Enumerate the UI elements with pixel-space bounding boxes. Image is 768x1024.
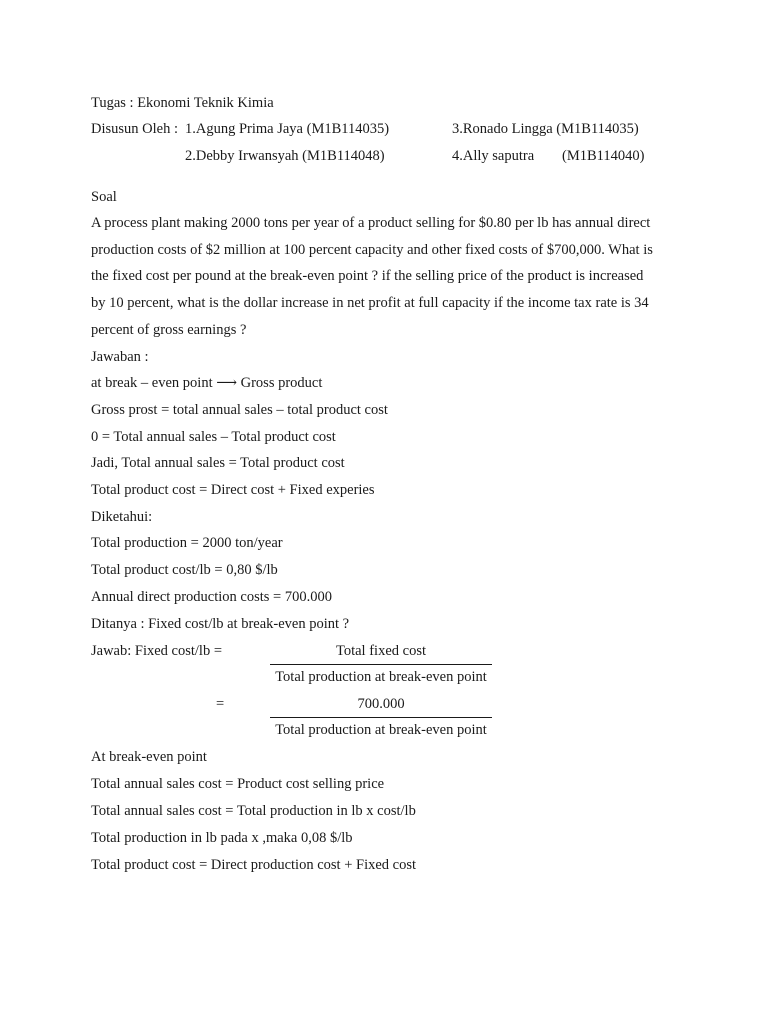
ditanya-line: Ditanya : Fixed cost/lb at break-even point ? (91, 616, 350, 632)
author-label: Disusun Oleh : (91, 121, 178, 137)
equals-sign: = (216, 696, 225, 712)
jawaban-line: Total product cost = Direct cost + Fixed experies (91, 482, 375, 498)
fraction-bar (270, 717, 492, 718)
soal-line: the fixed cost per pound at the break-even point ? if the selling price of the product is increased (91, 268, 644, 284)
author-1: 1.Agung Prima Jaya (M1B114035) (185, 121, 390, 137)
soal-line: by 10 percent, what is the dollar increase in net profit at full capacity if the income tax rate is 34 (91, 295, 649, 311)
jawaban-line: Gross prost = total annual sales – total product cost (91, 402, 388, 418)
soal-line: production costs of $2 million at 100 percent capacity and other fixed costs of $700,000. What is (91, 242, 653, 258)
given-line: Annual direct production costs = 700.000 (91, 589, 332, 605)
fraction-bar (270, 664, 492, 665)
soal-line: A process plant making 2000 tons per year of a product selling for $0.80 per lb has annual direct (91, 215, 651, 231)
jawaban-line: at break – even point ⟶ Gross product (91, 375, 323, 391)
given-line: Total product cost/lb = 0,80 $/lb (91, 562, 278, 578)
tail-line: Total annual sales cost = Total production in lb x cost/lb (91, 803, 416, 819)
jawaban-line: 0 = Total annual sales – Total product cost (91, 429, 336, 445)
jawaban-heading: Jawaban : (91, 349, 149, 365)
tail-line: Total annual sales cost = Product cost selling price (91, 776, 385, 792)
formula-denominator: Total production at break-even point (275, 669, 487, 685)
soal-line: percent of gross earnings ? (91, 322, 247, 338)
soal-heading: Soal (91, 189, 117, 205)
formula-numerator-value: 700.000 (357, 696, 405, 712)
formula-lhs: Jawab: Fixed cost/lb = (91, 643, 223, 659)
tail-line: Total production in lb pada x ,maka 0,08 $/lb (91, 830, 353, 846)
author-3: 3.Ronado Lingga (M1B114035) (452, 121, 639, 137)
jawaban-line: Jadi, Total annual sales = Total product cost (91, 455, 345, 471)
assignment-title: Tugas : Ekonomi Teknik Kimia (91, 95, 274, 111)
diketahui-label: Diketahui: (91, 509, 153, 525)
author-4-id: (M1B114040) (562, 148, 645, 164)
author-4: 4.Ally saputra (452, 148, 535, 164)
tail-line: At break-even point (91, 749, 207, 765)
tail-line: Total product cost = Direct production cost + Fixed cost (91, 857, 417, 873)
formula-numerator: Total fixed cost (336, 643, 426, 659)
given-line: Total production = 2000 ton/year (91, 535, 283, 551)
author-2: 2.Debby Irwansyah (M1B114048) (185, 148, 385, 164)
formula-denominator: Total production at break-even point (275, 722, 487, 738)
